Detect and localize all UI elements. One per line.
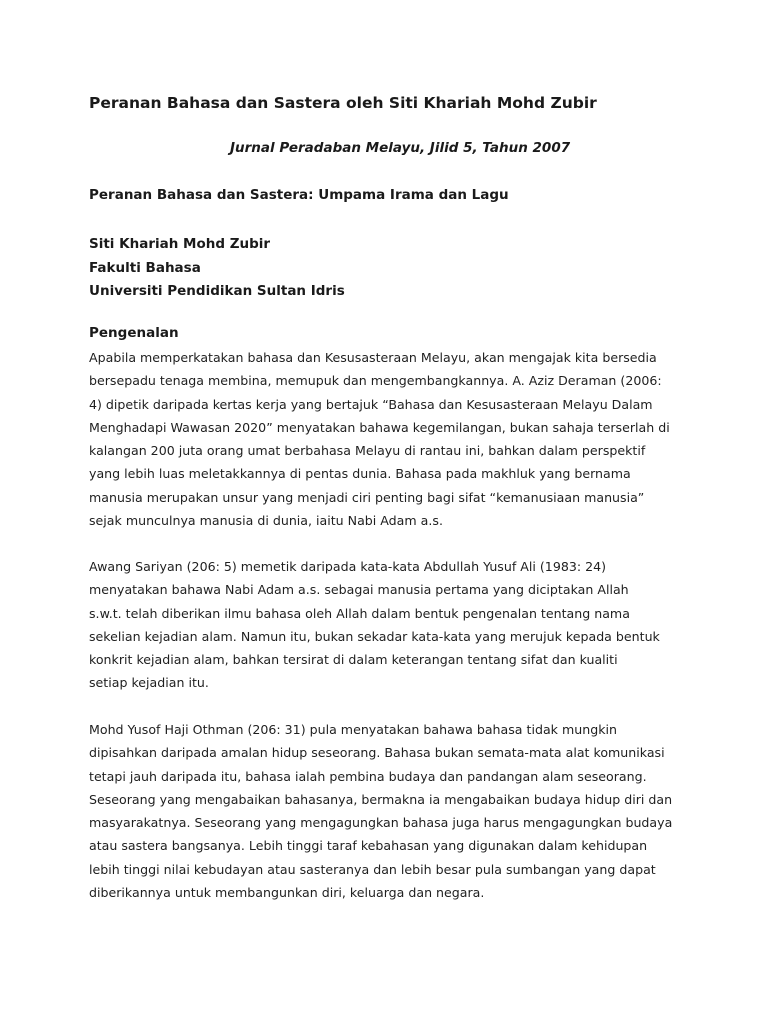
paragraph-line: masyarakatnya. Seseorang yang mengagungkan bahasa juga harus mengagungkan budaya bbox=[89, 815, 673, 831]
paragraph bbox=[89, 346, 670, 532]
paragraph-line: s.w.t. telah diberikan ilmu bahasa oleh Allah dalam bentuk pengenalan tentang nama bbox=[89, 605, 630, 621]
paragraph-line: Seseorang yang mengabaikan bahasanya, bermakna ia mengabaikan budaya hidup diri dan bbox=[89, 791, 673, 807]
paragraph-line: 4) dipetik daripada kertas kerja yang bertajuk “Bahasa dan Kesusasteraan Melayu Dalam bbox=[89, 396, 653, 412]
paragraph-line: setiap kejadian itu. bbox=[89, 675, 209, 691]
paragraph-line: menyatakan bahawa Nabi Adam a.s. sebagai manusia pertama yang diciptakan Allah bbox=[89, 582, 629, 598]
author-university: Universiti Pendidikan Sultan Idris bbox=[89, 283, 345, 299]
paragraph-line: Mohd Yusof Haji Othman (206: 31) pula menyatakan bahawa bahasa tidak mungkin bbox=[89, 722, 617, 737]
paragraph-line: manusia merupakan unsur yang menjadi ciri penting bagi sifat “kemanusiaan manusia” bbox=[89, 489, 645, 505]
paragraph-line: diberikannya untuk membangunkan diri, keluarga dan negara. bbox=[89, 885, 485, 901]
paragraph-line: yang lebih luas meletakkannya di pentas dunia. Bahasa pada makhluk yang bernama bbox=[89, 466, 631, 482]
paragraph-line: Apabila memperkatakan bahasa dan Kesusasteraan Melayu, akan mengajak kita bersedia bbox=[89, 350, 657, 365]
paragraph-line: Awang Sariyan (206: 5) memetik daripada kata-kata Abdullah Yusuf Ali (1983: 24) bbox=[89, 559, 607, 574]
author-block bbox=[89, 233, 345, 304]
paragraph-line: kalangan 200 juta orang umat berbahasa Melayu di rantau ini, bahkan dalam perspektif bbox=[89, 443, 646, 459]
paragraph-line: Menghadapi Wawasan 2020” menyatakan bahawa kegemilangan, bukan sahaja terserlah di bbox=[89, 419, 670, 435]
paragraph-line: konkrit kejadian alam, bahkan tersirat di dalam keterangan tentang sifat dan kualiti bbox=[89, 652, 618, 668]
article-subtitle: Peranan Bahasa dan Sastera: Umpama Irama dan Lagu bbox=[89, 187, 509, 203]
paragraph-line: dipisahkan daripada amalan hidup seseorang. Bahasa bukan semata-mata alat komunikasi bbox=[89, 745, 665, 761]
paragraph bbox=[89, 555, 660, 695]
section-heading: Pengenalan bbox=[89, 325, 179, 341]
paragraph-line: sekelian kejadian alam. Namun itu, bukan sekadar kata-kata yang merujuk kepada bentuk bbox=[89, 628, 660, 644]
paragraph bbox=[89, 718, 672, 904]
document-title: Peranan Bahasa dan Sastera oleh Siti Khariah Mohd Zubir bbox=[89, 94, 597, 112]
paragraph-line: sejak munculnya manusia di dunia, iaitu Nabi Adam a.s. bbox=[89, 513, 443, 529]
paragraph-line: bersepadu tenaga membina, memupuk dan mengembangkannya. A. Aziz Deraman (2006: bbox=[89, 373, 662, 389]
author-faculty: Fakulti Bahasa bbox=[89, 259, 201, 276]
paragraph-line: lebih tinggi nilai kebudayan atau sasteranya dan lebih besar pula sumbangan yang dapat bbox=[89, 861, 656, 877]
paragraph-line: atau sastera bangsanya. Lebih tinggi taraf kebahasan yang digunakan dalam kehidupan bbox=[89, 838, 648, 854]
author-name: Siti Khariah Mohd Zubir bbox=[89, 236, 271, 252]
journal-citation: Jurnal Peradaban Melayu, Jilid 5, Tahun 2007 bbox=[230, 140, 571, 156]
paragraph-line: tetapi jauh daripada itu, bahasa ialah pembina budaya dan pandangan alam seseorang. bbox=[89, 768, 647, 784]
